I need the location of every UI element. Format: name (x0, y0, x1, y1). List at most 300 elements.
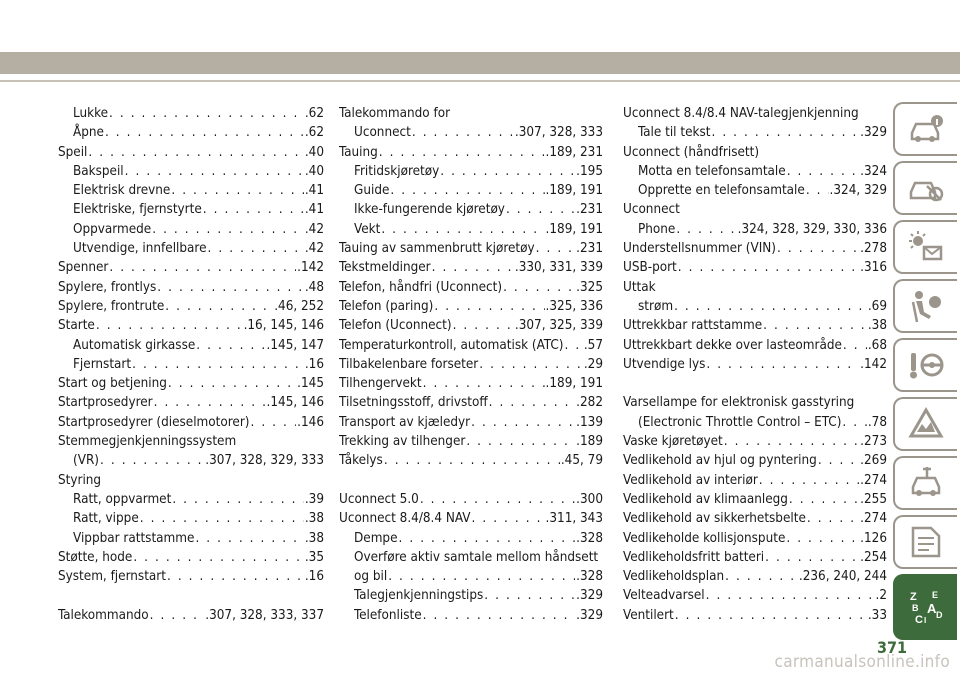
entry-term: Start og betjening (58, 376, 167, 392)
dot-leader (787, 162, 859, 181)
entry-term: Elektriske, fjernstyrte (73, 202, 202, 218)
entry-term: Tauing av sammenbrutt kjøretøy (339, 241, 535, 257)
entry-pages[interactable]: .236, 240, 244 (798, 569, 887, 585)
entry-pages[interactable]: .68 (867, 337, 887, 353)
entry-pages[interactable]: .328 (576, 569, 603, 585)
entry-pages[interactable]: .146 (297, 414, 324, 430)
entry-pages[interactable]: .274 (860, 511, 887, 527)
dot-leader (489, 393, 576, 412)
index-entry (623, 239, 887, 258)
entry-term: Startprosedyrer (dieselmotorer) (58, 414, 250, 430)
entry-pages[interactable]: .145, 147 (266, 337, 324, 353)
index-entry (58, 393, 324, 412)
entry-term: Dempe (354, 530, 398, 546)
dot-leader (150, 606, 205, 625)
entry-term: Overføre aktiv samtale mellom håndsett (354, 549, 599, 565)
index-subentry (623, 413, 887, 432)
entry-term: Tilsetningsstoff, drivstoff (339, 395, 488, 411)
entry-pages[interactable]: .329 (576, 607, 603, 623)
index-entry (623, 529, 887, 548)
entry-pages[interactable]: .42 (304, 221, 324, 237)
entry-term: Transport av kjæledyr (339, 414, 471, 430)
entry-term: Starte (58, 318, 95, 334)
entry-term: Vedlikeholde kollisjonspute (623, 530, 786, 546)
steering-icon (907, 347, 945, 383)
dot-leader (842, 413, 866, 432)
index-subentry (339, 586, 603, 605)
entry-pages[interactable]: .48 (304, 279, 324, 295)
entry-term: strøm (638, 298, 674, 314)
dot-leader (109, 258, 296, 277)
dot-leader (789, 490, 859, 509)
tab-warning[interactable] (893, 397, 957, 451)
entry-term: Uttrekkbar rattstamme (623, 318, 763, 334)
index-subentry (58, 509, 324, 528)
index-entry (339, 143, 603, 162)
dot-leader (384, 451, 560, 470)
dot-leader (390, 181, 544, 200)
entry-term: Speil (58, 144, 88, 160)
entry-pages[interactable]: .282 (576, 395, 603, 411)
entry-pages[interactable]: .278 (860, 241, 887, 257)
dot-leader (453, 316, 514, 335)
entry-pages[interactable]: .33 (867, 607, 887, 623)
entry-term: Uconnect 5.0 (339, 491, 419, 507)
dot-leader (471, 413, 575, 432)
svg-text:E: E (932, 590, 939, 600)
svg-text:D: D (936, 610, 943, 620)
entry-term: Temperaturkontroll, automatisk (ATC) (339, 337, 564, 353)
entry-term: Tilhengervekt (339, 376, 422, 392)
entry-term: Elektrisk drevne (73, 183, 171, 199)
index-subentry (58, 336, 324, 355)
index-entry (623, 336, 887, 355)
index-subentry (58, 104, 324, 123)
entry-term: Styring (58, 472, 102, 488)
index-subentry (58, 490, 324, 509)
index-subentry (339, 606, 603, 625)
entry-term: Talekommando (58, 607, 149, 623)
index-entry (623, 104, 887, 123)
entry-pages[interactable]: .273 (860, 434, 887, 450)
entry-pages[interactable]: .142 (297, 260, 324, 276)
dot-leader (203, 200, 304, 219)
dot-leader (472, 509, 545, 528)
dot-leader (171, 181, 304, 200)
entry-pages[interactable]: .145, 146 (266, 395, 324, 411)
entry-pages[interactable]: .307, 328, 333 (514, 125, 603, 141)
index-entry (58, 606, 324, 625)
entry-term: Vippbar rattstamme (73, 530, 195, 546)
chapter-tabs (893, 102, 960, 645)
entry-term: Stemmegjenkjenningssystem (58, 434, 237, 450)
entry-pages[interactable]: .38 (867, 318, 887, 334)
entry-term: Tekstmeldinger (339, 260, 431, 276)
entry-pages[interactable]: .325, 336 (545, 298, 603, 314)
index-entry (339, 355, 603, 374)
entry-term: Vedlikehold av sikkerhetsbelte (623, 511, 806, 527)
dot-leader (152, 220, 304, 239)
index-subentry (623, 220, 887, 239)
dot-leader (536, 239, 576, 258)
svg-text:I: I (924, 616, 927, 625)
dot-leader (165, 297, 273, 316)
dot-leader (786, 529, 859, 548)
index-entry (58, 374, 324, 393)
entry-pages[interactable]: .231 (576, 202, 603, 218)
entry-term: Telefon (paring) (339, 298, 434, 314)
index-entry (339, 297, 603, 316)
entry-pages[interactable]: .69 (867, 298, 887, 314)
dot-leader (100, 451, 204, 470)
index-entry (339, 451, 603, 470)
index-entry (623, 509, 887, 528)
svg-text:Z: Z (910, 591, 917, 603)
entry-pages[interactable]: .57 (583, 337, 603, 353)
entry-term: Startprosedyrer (58, 395, 153, 411)
entry-term: Ventilert (623, 607, 674, 623)
index-entry (623, 606, 887, 625)
entry-term: Varsellampe for elektronisk gasstyring (623, 395, 855, 411)
entry-pages[interactable]: .189, 191 (545, 376, 603, 392)
tab-car-info[interactable] (893, 102, 957, 156)
entry-pages[interactable]: .328 (576, 530, 603, 546)
entry-pages[interactable]: .40 (304, 163, 324, 179)
index-entry (339, 336, 603, 355)
entry-term: Spenner (58, 260, 109, 276)
entry-pages[interactable]: .38 (304, 511, 324, 527)
dot-leader (172, 490, 304, 509)
entry-term: Velteadvarsel (623, 588, 705, 604)
entry-term: Opprette en telefonsamtale (638, 183, 805, 199)
index-entry (339, 509, 603, 528)
dot-leader (565, 336, 583, 355)
svg-text:A: A (927, 601, 937, 616)
entry-pages[interactable]: .269 (860, 453, 887, 469)
index-entry (339, 374, 603, 393)
dot-leader (88, 143, 303, 162)
entry-pages[interactable]: .42 (304, 241, 324, 257)
dot-leader (195, 529, 303, 548)
index-entry (339, 278, 603, 297)
entry-pages[interactable]: .324, 328, 329, 330, 336 (737, 221, 887, 237)
index-entry (58, 297, 324, 316)
entry-term: Trekking av tilhenger (339, 434, 466, 450)
dot-leader (157, 278, 304, 297)
entry-term: Tale til tekst (638, 125, 711, 141)
index-entry (623, 471, 887, 490)
index-entry (623, 143, 887, 162)
tab-index[interactable] (893, 574, 957, 640)
entry-term: Motta en telefonsamtale (638, 163, 786, 179)
entry-pages[interactable]: .195 (576, 163, 603, 179)
index-entry (623, 548, 887, 567)
svg-text:B: B (912, 603, 919, 613)
entry-term: Uconnect (354, 125, 411, 141)
index-subentry (339, 220, 603, 239)
index-entry (623, 567, 887, 586)
dot-leader (759, 471, 859, 490)
entry-term: Guide (354, 183, 390, 199)
entry-pages[interactable]: .126 (860, 530, 887, 546)
index-entry (339, 490, 603, 509)
tools-icon (907, 465, 945, 501)
entry-pages[interactable]: .189, 191 (545, 183, 603, 199)
entry-term: Vedlikehold av interiør (623, 472, 758, 488)
index-subentry (58, 181, 324, 200)
entry-term: Talegjenkjenningstips (354, 588, 484, 604)
dot-leader (503, 278, 575, 297)
entry-term: Tilbakelenbare forseter (339, 356, 479, 372)
index-column-2 (339, 104, 603, 625)
dot-leader (466, 432, 575, 451)
dot-leader (675, 606, 867, 625)
dot-leader (806, 181, 829, 200)
dot-leader (196, 336, 265, 355)
car-key-icon (907, 170, 945, 206)
entry-pages[interactable]: .145 (297, 376, 324, 392)
entry-pages[interactable]: .325 (576, 279, 603, 295)
watermark: carmanualsonline.info (774, 652, 950, 672)
entry-term: Ratt, oppvarmet (73, 491, 172, 507)
entry-pages[interactable]: .300 (576, 491, 603, 507)
index-subentry (339, 162, 603, 181)
entry-pages[interactable]: .142 (860, 356, 887, 372)
tab-steering[interactable] (893, 338, 957, 392)
index-entry (623, 355, 887, 374)
entry-pages[interactable]: .324, 329 (829, 183, 887, 199)
index-entry (339, 413, 603, 432)
entry-term: Vaske kjøretøyet (623, 434, 723, 450)
entry-term: Uconnect 8.4/8.4 NAV (339, 511, 471, 527)
entry-pages[interactable]: .189, 191 (545, 221, 603, 237)
index-entry (58, 548, 324, 567)
dot-leader (250, 413, 296, 432)
tab-lights[interactable] (893, 220, 957, 274)
entry-pages[interactable]: .274 (860, 472, 887, 488)
entry-term: Oppvarmede (73, 221, 152, 237)
entry-pages[interactable]: .254 (860, 549, 887, 565)
entry-pages[interactable]: .311, 343 (545, 511, 603, 527)
dot-leader (412, 123, 514, 142)
entry-term: Uttrekkbart dekke over lasteområde (623, 337, 842, 353)
index-entry (339, 432, 603, 451)
dot-leader (763, 316, 867, 335)
dot-leader (711, 123, 859, 142)
dot-leader (479, 355, 583, 374)
entry-pages[interactable]: .307, 328, 333, 337 (205, 607, 324, 623)
dot-leader (423, 374, 545, 393)
index-entry (339, 104, 603, 123)
entry-pages[interactable]: .39 (304, 491, 324, 507)
index-subentry (339, 181, 603, 200)
entry-pages[interactable]: .35 (304, 549, 324, 565)
dot-leader (423, 606, 576, 625)
entry-term: Telefon, håndfri (Uconnect) (339, 279, 503, 295)
index-entry (58, 143, 324, 162)
entry-pages[interactable]: .41 (304, 202, 324, 218)
index-subentry (58, 123, 324, 142)
entry-pages[interactable]: .38 (304, 530, 324, 546)
index-subentry (58, 355, 324, 374)
index-subentry (623, 181, 887, 200)
dot-leader (818, 451, 859, 470)
index-entry (58, 471, 324, 490)
dot-leader (381, 220, 544, 239)
dot-leader (706, 586, 875, 605)
entry-pages[interactable]: .329 (576, 588, 603, 604)
entry-term: og bil (354, 569, 388, 585)
entry-pages[interactable]: .139 (576, 414, 603, 430)
index-subentry (339, 567, 603, 586)
entry-term: Automatisk girkasse (73, 337, 196, 353)
header-band (0, 52, 960, 74)
dot-leader (140, 509, 304, 528)
entry-pages[interactable]: .45, 79 (560, 453, 603, 469)
entry-pages[interactable]: .255 (860, 491, 887, 507)
dot-leader (843, 336, 867, 355)
entry-term: Spylere, frontrute (58, 298, 165, 314)
index-subentry (623, 123, 887, 142)
entry-pages[interactable]: .46, 252 (274, 298, 324, 314)
entry-term: Ratt, vippe (73, 511, 139, 527)
entry-pages[interactable]: .324 (860, 163, 887, 179)
entry-term: Bakspeil (73, 163, 124, 179)
header-rule (0, 80, 960, 82)
index-entry (623, 490, 887, 509)
index-entry (339, 258, 603, 277)
entry-term: Vekt (354, 221, 381, 237)
dot-leader (440, 162, 575, 181)
entry-pages[interactable]: .29 (583, 356, 603, 372)
entry-pages[interactable]: .189, 231 (545, 144, 603, 160)
dot-leader (105, 123, 304, 142)
entry-term: Ikke-fungerende kjøretøy (354, 202, 505, 218)
entry-pages[interactable]: .62 (304, 106, 324, 121)
entry-term: Tauing (339, 144, 378, 160)
entry-term: Vedlikehold av hjul og pyntering (623, 453, 817, 469)
index-subentry (623, 297, 887, 316)
dot-leader (434, 297, 544, 316)
entry-pages[interactable]: .330, 331, 339 (514, 260, 603, 276)
entry-pages[interactable]: .329 (860, 125, 887, 141)
entry-term: Lukke (73, 106, 108, 121)
entry-pages[interactable]: .307, 325, 339 (514, 318, 603, 334)
index-subentry (339, 529, 603, 548)
entry-pages[interactable]: .41 (304, 183, 324, 199)
entry-term: Utvendige, innfellbare (73, 241, 207, 257)
entry-pages[interactable]: .316 (860, 260, 887, 276)
dot-leader (725, 567, 798, 586)
entry-term: Åpne (73, 125, 104, 141)
index-subentry (58, 239, 324, 258)
index-entry (58, 432, 324, 451)
dot-leader (506, 200, 575, 219)
index-entry (58, 316, 324, 335)
dot-leader (676, 220, 736, 239)
dot-leader (484, 586, 575, 605)
dot-leader (432, 258, 514, 277)
entry-term: System, fjernstart (58, 569, 166, 585)
entry-term: Phone (638, 221, 676, 237)
index-subentry (58, 220, 324, 239)
index-subentry (339, 123, 603, 142)
index-subentry (339, 200, 603, 219)
dot-leader (168, 374, 296, 393)
index-entry (623, 200, 887, 219)
dot-leader (132, 355, 304, 374)
entry-pages[interactable]: .16 (304, 356, 324, 372)
lights-icon (907, 229, 945, 265)
index-entry (623, 316, 887, 335)
index-subentry (623, 162, 887, 181)
dot-leader (724, 432, 859, 451)
entry-term: Telefon (Uconnect) (339, 318, 452, 334)
entry-term: Talekommando for (339, 106, 451, 121)
tab-airbag[interactable] (893, 279, 957, 333)
index-entry (623, 393, 887, 412)
index-entry (339, 239, 603, 258)
dot-leader (208, 239, 304, 258)
index-subentry (58, 200, 324, 219)
entry-term: Uconnect 8.4/8.4 NAV-talegjenkjenning (623, 106, 859, 121)
dot-leader (420, 490, 575, 509)
dot-leader (379, 143, 545, 162)
dot-leader (674, 297, 867, 316)
entry-term: Fjernstart (73, 356, 132, 372)
index-entry (623, 451, 887, 470)
specs-icon (907, 524, 945, 560)
page-number: 371 (876, 638, 908, 657)
entry-pages[interactable]: .40 (304, 144, 324, 160)
entry-term: Støtte, hode (58, 549, 133, 565)
entry-term: Tåkelys (339, 453, 383, 469)
entry-term: Vedlikehold av klimaanlegg (623, 491, 788, 507)
tab-specs[interactable] (893, 515, 957, 569)
index-column-1 (58, 104, 324, 625)
entry-term: USB-port (623, 260, 677, 276)
entry-pages[interactable]: .2 (875, 588, 887, 604)
index-icon (907, 589, 945, 625)
entry-pages[interactable]: .307, 328, 329, 333 (205, 453, 324, 469)
dot-leader (765, 548, 859, 567)
index-entry (58, 278, 324, 297)
entry-term: (Electronic Throttle Control – ETC) (638, 414, 842, 430)
entry-term: Understellsnummer (VIN) (623, 241, 776, 257)
svg-text:C: C (915, 614, 923, 625)
entry-pages[interactable]: .189 (576, 434, 603, 450)
dot-leader (388, 567, 575, 586)
index-subentry (58, 451, 324, 470)
dot-leader (807, 509, 859, 528)
entry-term: Fritidskjøretøy (354, 163, 440, 179)
dot-leader (399, 529, 576, 548)
car-info-icon (907, 111, 945, 147)
tab-tools[interactable] (893, 456, 957, 510)
entry-pages[interactable]: .16 (304, 569, 324, 585)
entry-pages[interactable]: .16, 145, 146 (243, 318, 324, 334)
airbag-icon (907, 288, 945, 324)
dot-leader (167, 567, 304, 586)
dot-leader (109, 104, 304, 123)
entry-term: Spylere, frontlys (58, 279, 157, 295)
index-entry (623, 432, 887, 451)
entry-pages[interactable]: .78 (867, 414, 887, 430)
entry-pages[interactable]: .62 (304, 125, 324, 141)
entry-pages[interactable]: .231 (576, 241, 603, 257)
tab-car-key[interactable] (893, 161, 957, 215)
index-spacer (623, 374, 887, 393)
